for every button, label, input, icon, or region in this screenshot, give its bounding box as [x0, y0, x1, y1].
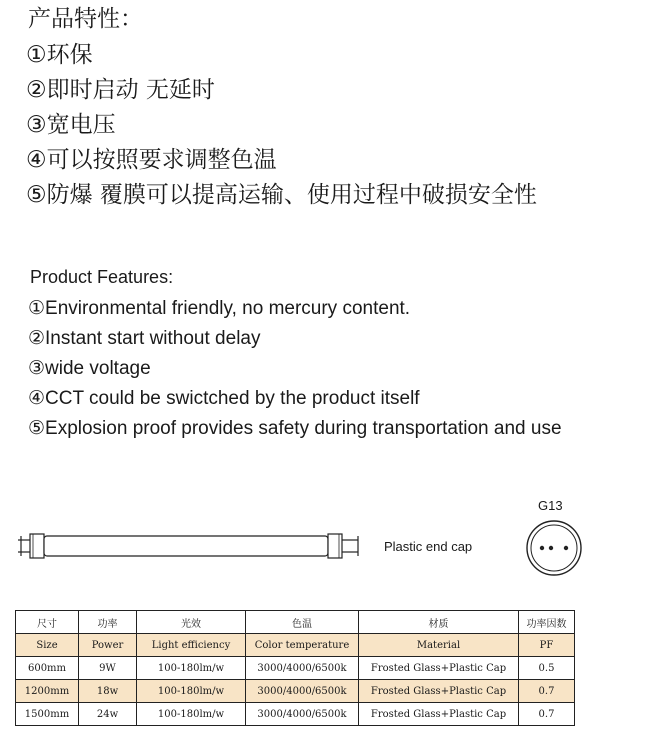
table-header-cn	[16, 611, 575, 634]
table-row	[16, 703, 575, 726]
cn-feature-item: ⑤防爆 覆膜可以提高运输、使用过程中破损安全性	[26, 182, 537, 208]
table-header-cell: 光效	[137, 611, 246, 634]
g13-base-icon	[524, 518, 584, 578]
cn-feature-item: ③宽电压	[26, 112, 116, 138]
cn-features-title: 产品特性：	[28, 6, 143, 32]
table-cell: 3000/4000/6500k	[246, 680, 359, 703]
en-features-title: Product Features:	[30, 267, 174, 287]
table-cell: 100-180lm/w	[137, 703, 246, 726]
cn-feature-item: ②即时启动 无延时	[26, 77, 215, 103]
g13-label: G13	[538, 498, 563, 513]
table-cell: 1200mm	[16, 680, 79, 703]
table-header-cell: PF	[519, 634, 575, 657]
table-cell: 100-180lm/w	[137, 680, 246, 703]
table-row	[16, 657, 575, 680]
table-cell: 1500mm	[16, 703, 79, 726]
endcap-label: Plastic end cap	[384, 539, 473, 554]
spec-table	[15, 610, 575, 726]
table-header-cell: 色温	[246, 611, 359, 634]
table-row	[16, 680, 575, 703]
table-header-cell: Power	[79, 634, 137, 657]
table-header-cell: Size	[16, 634, 79, 657]
table-cell: 600mm	[16, 657, 79, 680]
table-cell: Frosted Glass+Plastic Cap	[359, 680, 519, 703]
en-feature-item: ③wide voltage	[28, 358, 151, 379]
table-cell: 3000/4000/6500k	[246, 657, 359, 680]
table-cell: Frosted Glass+Plastic Cap	[359, 703, 519, 726]
table-cell: 3000/4000/6500k	[246, 703, 359, 726]
table-header-cell: Light efficiency	[137, 634, 246, 657]
table-header-cell: 功率因数	[519, 611, 575, 634]
cn-feature-item: ④可以按照要求调整色温	[26, 147, 277, 173]
table-cell: Frosted Glass+Plastic Cap	[359, 657, 519, 680]
table-cell: 9W	[79, 657, 137, 680]
en-feature-item: ①Environmental friendly, no mercury content.	[28, 298, 411, 319]
table-cell: 0.7	[519, 703, 575, 726]
table-cell: 18w	[79, 680, 137, 703]
en-feature-item: ④CCT could be swictched by the product itself	[28, 388, 420, 409]
en-feature-item: ②Instant start without delay	[28, 328, 261, 349]
en-features-list	[28, 294, 562, 444]
table-header-cell: 功率	[79, 611, 137, 634]
table-header-cell: 材质	[359, 611, 519, 634]
en-feature-item: ⑤Explosion proof provides safety during transportation and use	[28, 418, 562, 439]
cn-features-list	[26, 38, 537, 213]
table-cell: 100-180lm/w	[137, 657, 246, 680]
cn-feature-item: ①环保	[26, 42, 93, 68]
table-header-cell: 尺寸	[16, 611, 79, 634]
table-cell: 24w	[79, 703, 137, 726]
table-cell: 0.5	[519, 657, 575, 680]
table-cell: 0.7	[519, 680, 575, 703]
table-header-cell: Material	[359, 634, 519, 657]
table-header-en	[16, 634, 575, 657]
led-tube-diagram	[18, 526, 370, 566]
table-header-cell: Color temperature	[246, 634, 359, 657]
